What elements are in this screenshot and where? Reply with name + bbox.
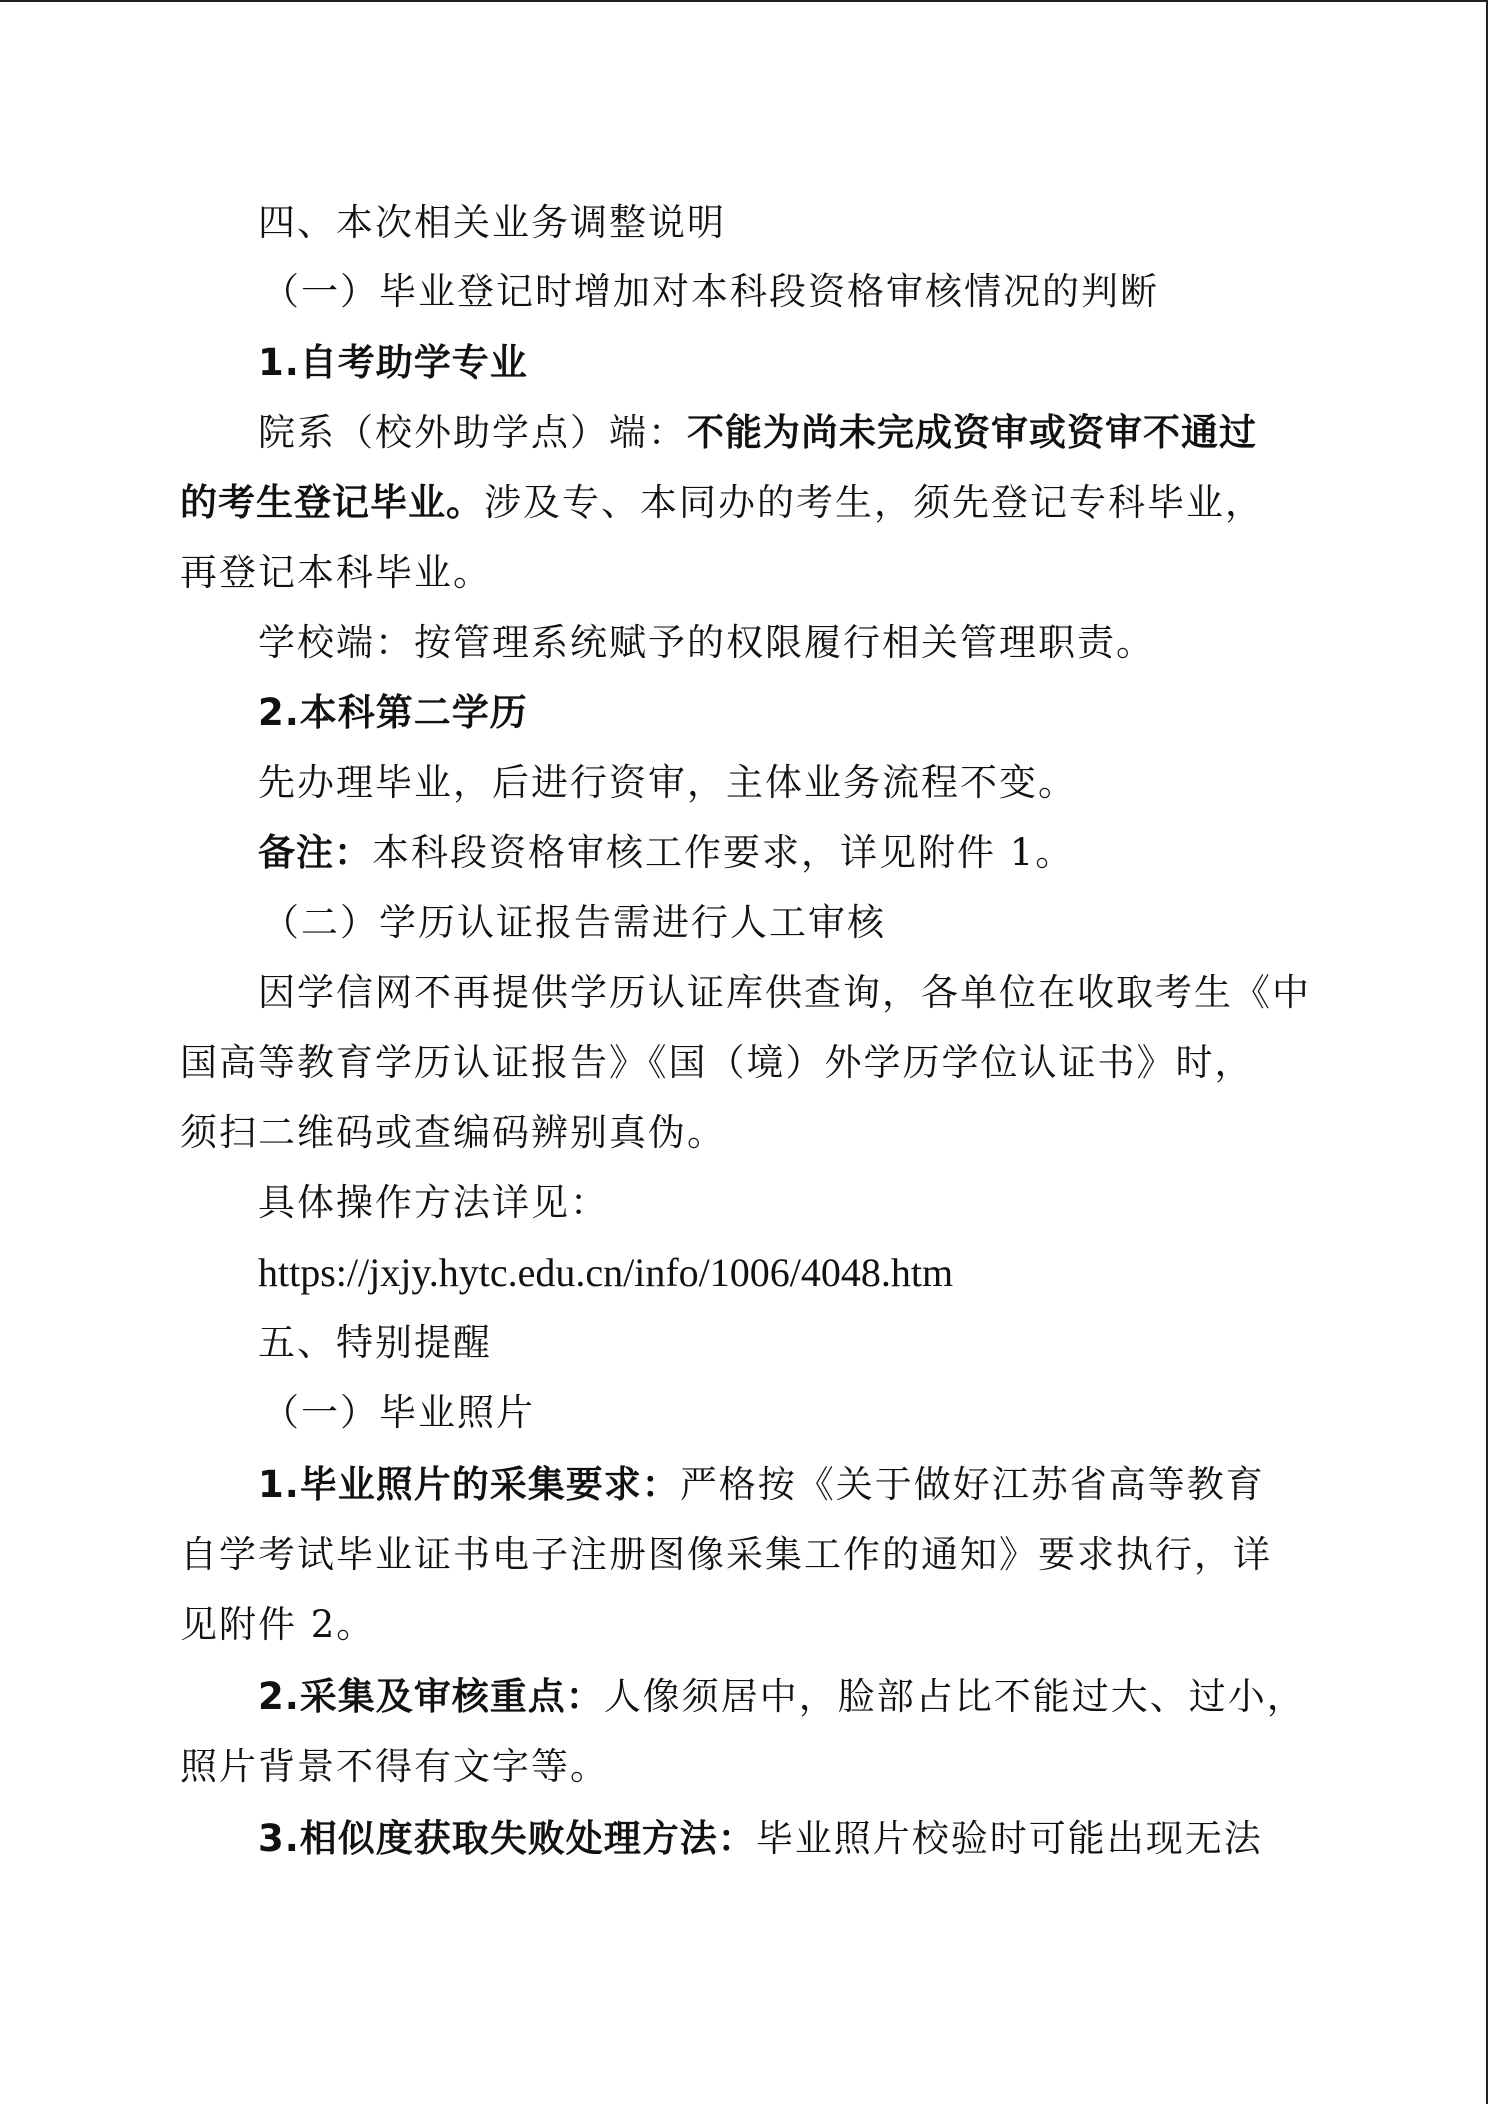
item-1-rest-b: 涉及专、本同办的考生，须先登记专科毕业， [484, 481, 1264, 524]
item-1-prefix: 院系（校外助学点）端： [258, 411, 687, 454]
photo-review-line-2: 照片背景不得有文字等。 [180, 1745, 609, 1788]
item-2-paragraph: 先办理毕业，后进行资审，主体业务流程不变。 [258, 761, 1077, 804]
item-1-bold-a: 不能为尚未完成资审或资审不通过 [687, 411, 1257, 454]
photo-review-line-1 [258, 1672, 1306, 1722]
note-line [258, 828, 1074, 878]
section-4-subheading-1: （一）毕业登记时增加对本科段资格审核情况的判断 [262, 270, 1159, 313]
note-text: 本科段资格审核工作要求，详见附件 1。 [372, 831, 1075, 874]
photo-req-line-3: 见附件 2。 [180, 1603, 376, 1646]
sub2-paragraph-line-2: 国高等教育学历认证报告》《国（境）外学历学位认证书》时， [180, 1041, 1254, 1084]
section-5-subheading-1: （一）毕业照片 [262, 1391, 535, 1434]
sub2-paragraph-line-1: 因学信网不再提供学历认证库供查询，各单位在收取考生《中 [258, 971, 1311, 1014]
item-2-title: 2.本科第二学历 [258, 691, 528, 734]
sub2-paragraph-line-3: 须扫二维码或查编码辨别真伪。 [180, 1111, 726, 1154]
section-4-subheading-2: （二）学历认证报告需进行人工审核 [262, 901, 886, 944]
section-5-title: 五、特别提醒 [258, 1321, 492, 1364]
item-1-paragraph-2: 学校端：按管理系统赋予的权限履行相关管理职责。 [258, 621, 1155, 664]
item-1-paragraph-line-1 [258, 408, 1257, 458]
photo-req-label: 1.毕业照片的采集要求： [258, 1463, 680, 1506]
item-1-title: 1.自考助学专业 [258, 341, 528, 384]
item-1-bold-b: 的考生登记毕业。 [180, 481, 484, 524]
photo-review-text-a: 人像须居中，脸部占比不能过大、过小， [603, 1675, 1306, 1718]
section-4-title: 四、本次相关业务调整说明 [258, 201, 726, 244]
sub2-method-line: 具体操作方法详见： [258, 1181, 609, 1224]
similarity-fail-label: 3.相似度获取失败处理方法： [258, 1817, 756, 1860]
photo-review-label: 2.采集及审核重点： [258, 1675, 604, 1718]
photo-req-text-a: 严格按《关于做好江苏省高等教育 [679, 1463, 1265, 1506]
photo-req-line-2: 自学考试毕业证书电子注册图像采集工作的通知》要求执行，详 [180, 1533, 1272, 1576]
photo-req-line-1 [258, 1460, 1265, 1510]
similarity-fail-text-a: 毕业照片校验时可能出现无法 [755, 1817, 1263, 1860]
similarity-fail-line-1 [258, 1814, 1263, 1864]
item-1-paragraph-line-2 [180, 478, 1264, 528]
sub2-url-link[interactable]: https://jxjy.hytc.edu.cn/info/1006/4048.htm [258, 1250, 954, 1295]
note-label: 备注： [258, 831, 372, 874]
item-1-paragraph-line-3: 再登记本科毕业。 [180, 551, 492, 594]
